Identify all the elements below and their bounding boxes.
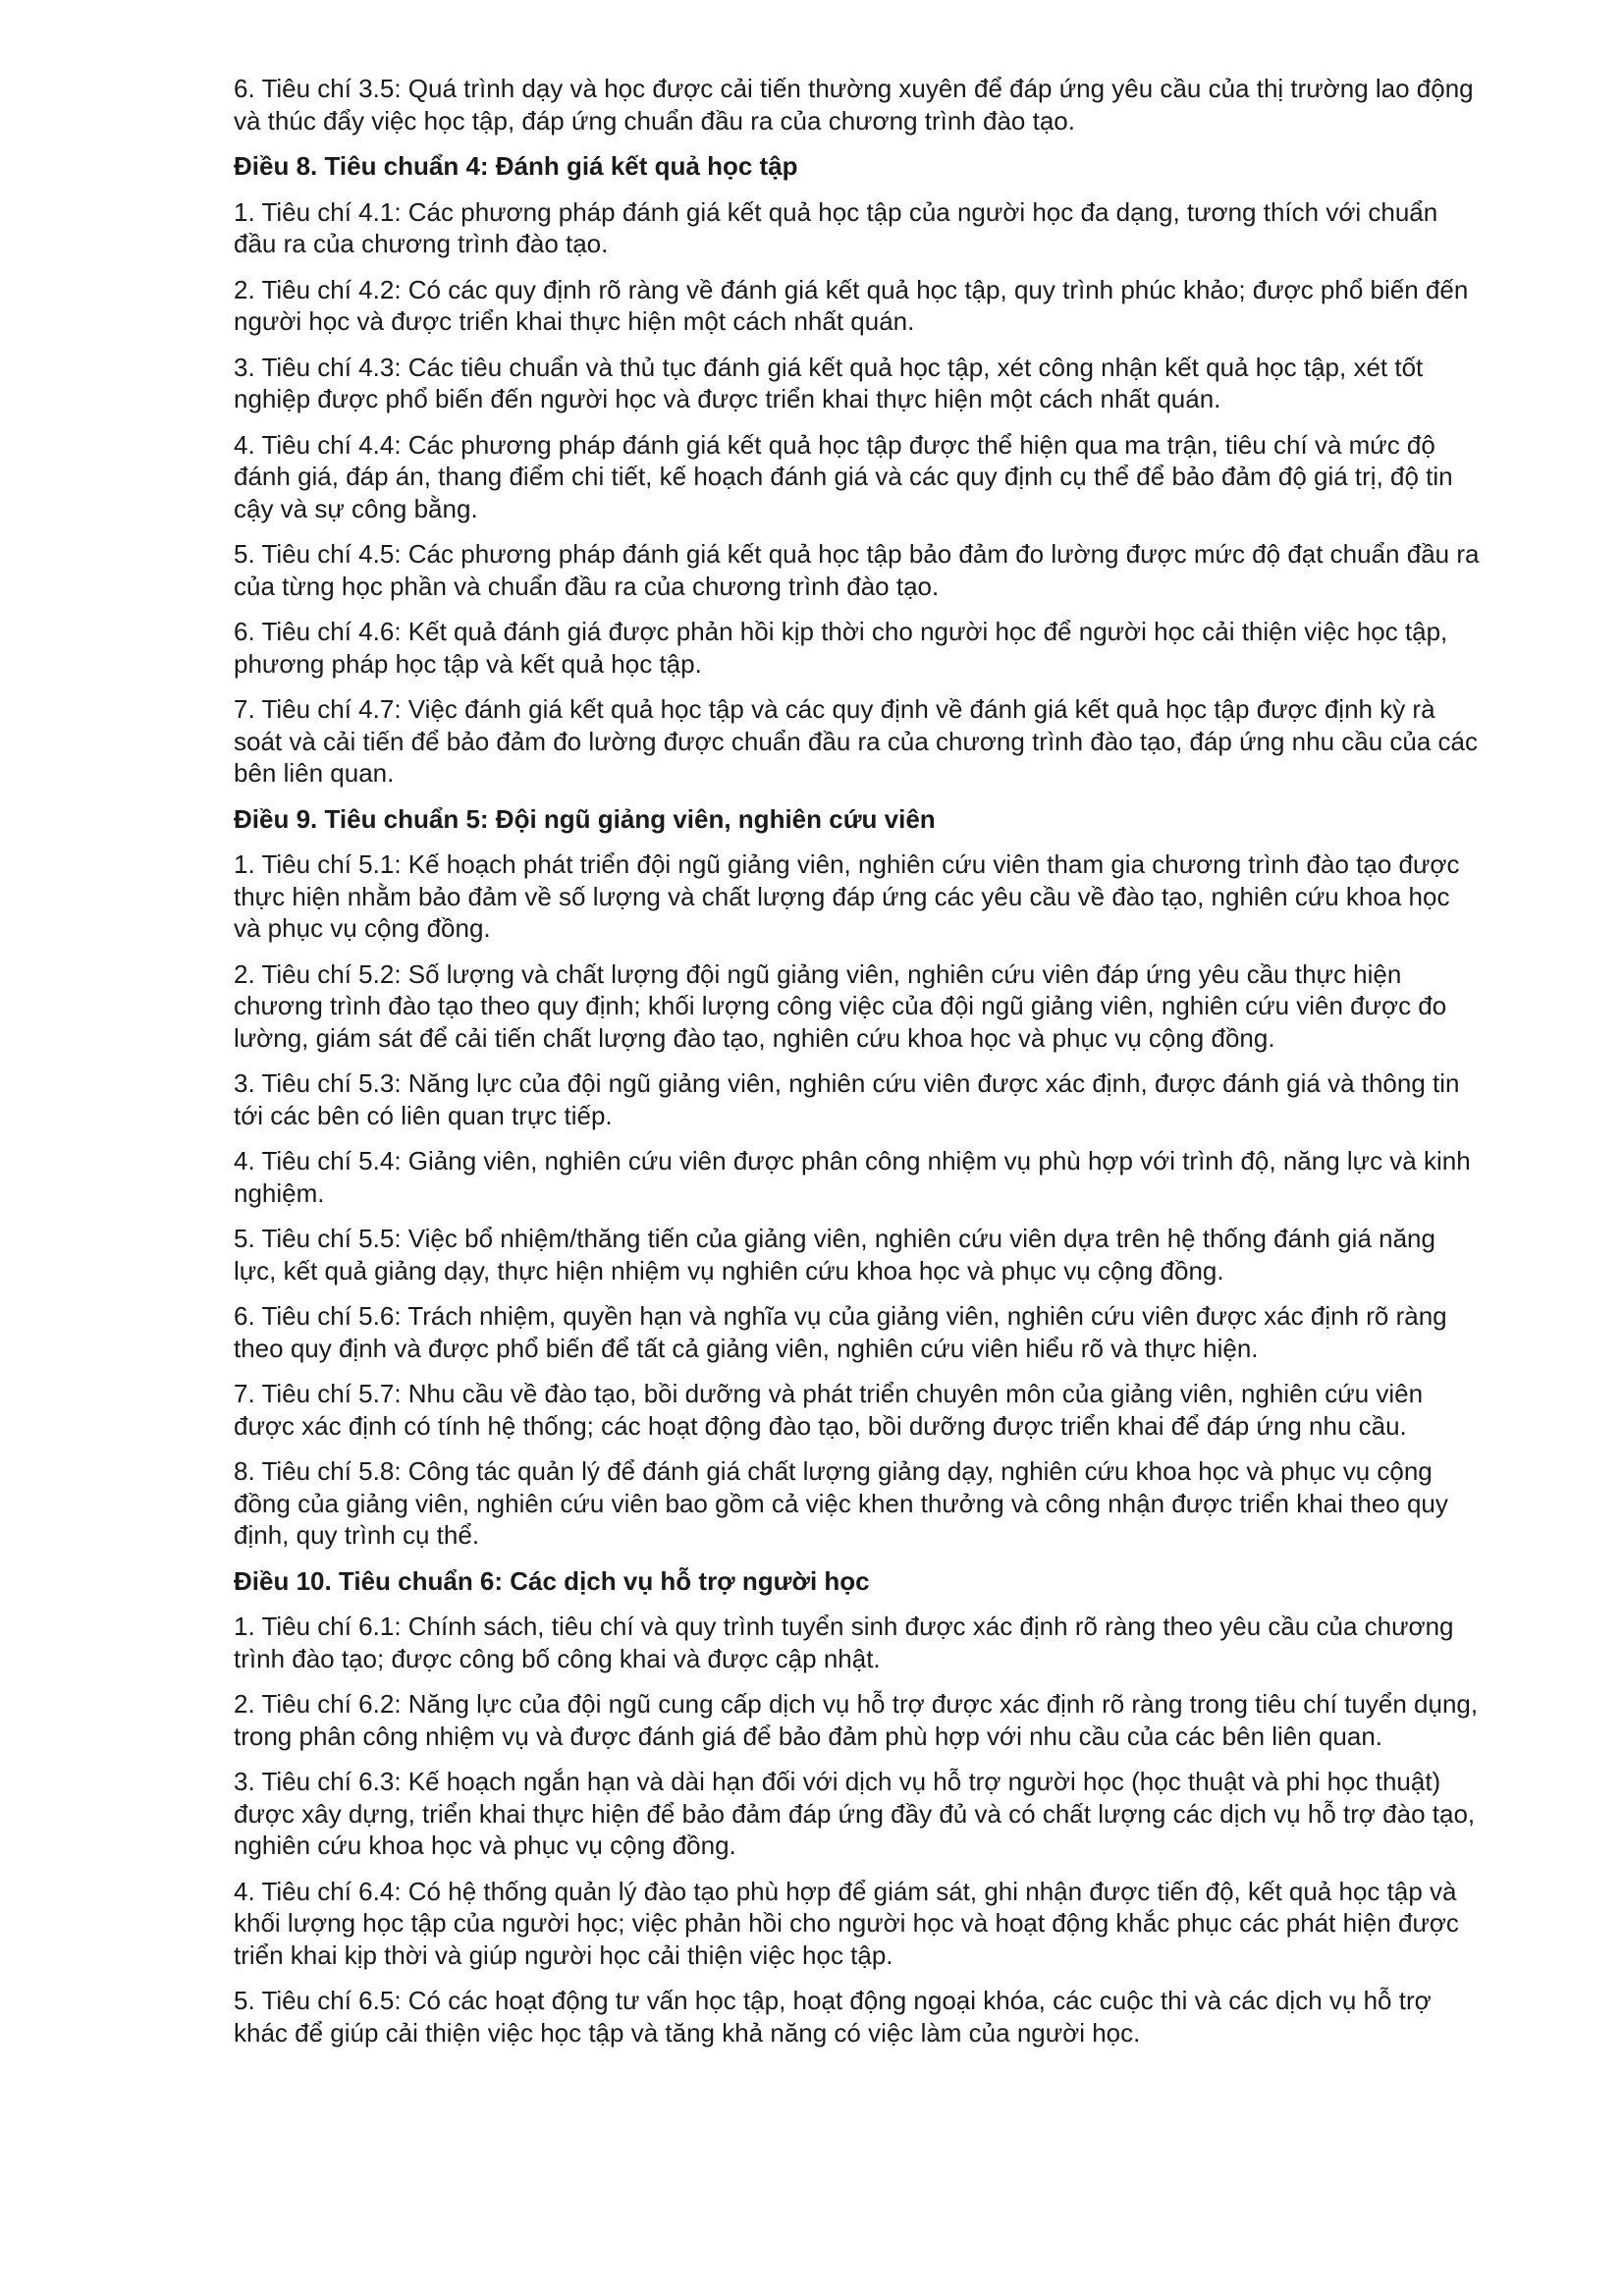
paragraph-criterion-3-5: 6. Tiêu chí 3.5: Quá trình dạy và học được cải tiến thường xuyên để đáp ứng yêu cầu của thị trường lao động và thúc đẩy việc học tập, đáp ứng chuẩn đầu ra của chương trình đào tạo. [234, 74, 1474, 136]
paragraph-criterion-4-3: 3. Tiêu chí 4.3: Các tiêu chuẩn và thủ tục đánh giá kết quả học tập, xét công nhận kết quả học tập, xét tốt nghiệp được phổ biến đến người học và được triển khai thực hiện một cách nhất quán. [234, 352, 1424, 413]
paragraph-criterion-5-7: 7. Tiêu chí 5.7: Nhu cầu về đào tạo, bồi dưỡng và phát triển chuyên môn của giảng viên, nghiên cứu viên được xác định có tính hệ thống; các hoạt động đào tạo, bồi dưỡng được triển khai để đáp ứng nhu cầu. [234, 1379, 1424, 1441]
paragraph-criterion-5-2: 2. Tiêu chí 5.2: Số lượng và chất lượng đội ngũ giảng viên, nghiên cứu viên đáp ứng yêu cầu thực hiện chương trình đào tạo theo quy định; khối lượng công việc của đội ngũ giảng viên, nghiên cứu viên được đo lường, giám sát để cải tiến chất lượng đào tạo, nghiên cứu khoa học và phục vụ cộng đồng. [234, 958, 1447, 1053]
article-8-heading: Điều 8. Tiêu chuẩn 4: Đánh giá kết quả học tập [234, 151, 798, 181]
article-10-heading: Điều 10. Tiêu chuẩn 6: Các dịch vụ hỗ trợ người học [234, 1565, 870, 1596]
paragraph-criterion-6-2: 2. Tiêu chí 6.2: Năng lực của đội ngũ cung cấp dịch vụ hỗ trợ được xác định rõ ràng trong tiêu chí tuyển dụng, trong phân công nhiệm vụ và được đánh giá để bảo đảm phù hợp với nhu cầu của các bên liên quan. [234, 1689, 1479, 1751]
paragraph-criterion-5-4: 4. Tiêu chí 5.4: Giảng viên, nghiên cứu viên được phân công nhiệm vụ phù hợp với trình độ, năng lực và kinh nghiệm. [234, 1146, 1471, 1208]
paragraph-criterion-6-1: 1. Tiêu chí 6.1: Chính sách, tiêu chí và quy trình tuyển sinh được xác định rõ ràng theo yêu cầu của chương trình đào tạo; được công bố công khai và được cập nhật. [234, 1612, 1454, 1673]
paragraph-criterion-5-5: 5. Tiêu chí 5.5: Việc bổ nhiệm/thăng tiến của giảng viên, nghiên cứu viên dựa trên hệ thống đánh giá năng lực, kết quả giảng dạy, thực hiện nhiệm vụ nghiên cứu khoa học và phục vụ cộng đồng. [234, 1224, 1435, 1285]
paragraph-criterion-4-5: 5. Tiêu chí 4.5: Các phương pháp đánh giá kết quả học tập bảo đảm đo lường được mức độ đạt chuẩn đầu ra của từng học phần và chuẩn đầu ra của chương trình đào tạo. [234, 539, 1480, 601]
paragraph-criterion-5-6: 6. Tiêu chí 5.6: Trách nhiệm, quyền hạn và nghĩa vụ của giảng viên, nghiên cứu viên được xác định rõ ràng theo quy định và được phổ biến để tất cả giảng viên, nghiên cứu viên hiểu rõ và thực hiện. [234, 1301, 1447, 1363]
paragraph-criterion-6-3: 3. Tiêu chí 6.3: Kế hoạch ngắn hạn và dài hạn đối với dịch vụ hỗ trợ người học (học thuật và phi học thuật) được xây dựng, triển khai thực hiện để bảo đảm đáp ứng đầy đủ và có chất lượng các dịch vụ hỗ trợ đào tạo, nghiên cứu khoa học và phục vụ cộng đồng. [234, 1767, 1476, 1860]
paragraph-criterion-5-8: 8. Tiêu chí 5.8: Công tác quản lý để đánh giá chất lượng giảng dạy, nghiên cứu khoa học và phục vụ cộng đồng của giảng viên, nghiên cứu viên bao gồm cả việc khen thưởng và công nhận được triển khai theo quy định, quy trình cụ thể. [234, 1456, 1448, 1550]
paragraph-criterion-4-6: 6. Tiêu chí 4.6: Kết quả đánh giá được phản hồi kịp thời cho người học để người học cải thiện việc học tập, phương pháp học tập và kết quả học tập. [234, 617, 1448, 679]
paragraph-criterion-5-1: 1. Tiêu chí 5.1: Kế hoạch phát triển đội ngũ giảng viên, nghiên cứu viên tham gia chương trình đào tạo được thực hiện nhằm bảo đảm về số lượng và chất lượng đáp ứng các yêu cầu về đào tạo, nghiên cứu khoa học và phục vụ cộng đồng. [234, 849, 1460, 943]
paragraph-criterion-6-5: 5. Tiêu chí 6.5: Có các hoạt động tư vấn học tập, hoạt động ngoại khóa, các cuộc thi và các dịch vụ hỗ trợ khác để giúp cải thiện việc học tập và tăng khả năng có việc làm của người học. [234, 1986, 1432, 2048]
document-page [234, 73, 1481, 2062]
paragraph-criterion-4-1: 1. Tiêu chí 4.1: Các phương pháp đánh giá kết quả học tập của người học đa dạng, tương thích với chuẩn đầu ra của chương trình đào tạo. [234, 196, 1438, 258]
paragraph-criterion-4-2: 2. Tiêu chí 4.2: Có các quy định rõ ràng về đánh giá kết quả học tập, quy trình phúc khảo; được phổ biến đến người học và được triển khai thực hiện một cách nhất quán. [234, 274, 1469, 336]
paragraph-criterion-5-3: 3. Tiêu chí 5.3: Năng lực của đội ngũ giảng viên, nghiên cứu viên được xác định, được đánh giá và thông tin tới các bên có liên quan trực tiếp. [234, 1068, 1460, 1130]
paragraph-criterion-4-7: 7. Tiêu chí 4.7: Việc đánh giá kết quả học tập và các quy định về đánh giá kết quả học tập được định kỳ rà soát và cải tiến để bảo đảm đo lường được chuẩn đầu ra của chương trình đào tạo, đáp ứng nhu cầu của các bên liên quan. [234, 694, 1479, 788]
paragraph-criterion-6-4: 4. Tiêu chí 6.4: Có hệ thống quản lý đào tạo phù hợp để giám sát, ghi nhận được tiến độ, kết quả học tập và khối lượng học tập của người học; việc phản hồi cho người học và hoạt động khắc phục các phát hiện được triển khai kịp thời và giúp người học cải thiện việc học tập. [234, 1876, 1459, 1970]
article-9-heading: Điều 9. Tiêu chuẩn 5: Đội ngũ giảng viên, nghiên cứu viên [234, 803, 936, 834]
paragraph-criterion-4-4: 4. Tiêu chí 4.4: Các phương pháp đánh giá kết quả học tập được thể hiện qua ma trận, tiêu chí và mức độ đánh giá, đáp án, thang điểm chi tiết, kế hoạch đánh giá và các quy định cụ thể để bảo đảm độ giá trị, độ tin cậy và sự công bằng. [234, 429, 1453, 523]
